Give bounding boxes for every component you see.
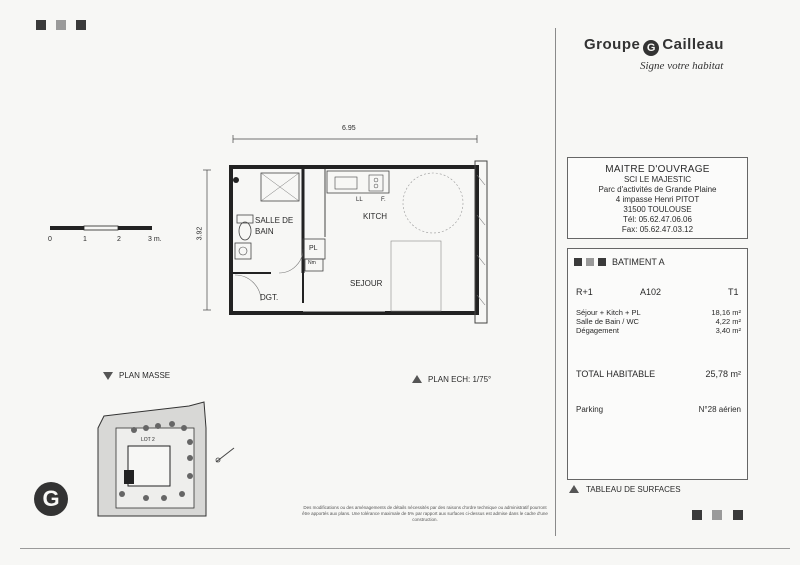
room-kitchen-label: KITCH — [363, 212, 387, 221]
brand-name: Groupe G Cailleau — [584, 36, 724, 54]
parking-label: Parking — [576, 405, 604, 414]
dimension-width: 6.95 — [342, 125, 356, 132]
tableau-label: TABLEAU DE SURFACES — [586, 485, 681, 494]
room-f-label: F. — [381, 197, 386, 203]
header-square-1 — [36, 20, 46, 30]
room-living-label: SEJOUR — [350, 279, 383, 288]
building-label: BATIMENT A — [612, 257, 665, 267]
footer-square-3 — [733, 510, 743, 520]
dimension-height: 3.92 — [196, 226, 204, 241]
total-label: TOTAL HABITABLE — [576, 369, 656, 379]
surface-item-label: Séjour + Kitch + PL — [576, 308, 641, 317]
room-hall-label: DGT. — [260, 293, 279, 302]
divider-horizontal — [20, 548, 790, 549]
footer-square-2 — [712, 510, 722, 520]
owner-box — [567, 157, 748, 239]
room-pl-label: PL — [309, 245, 318, 252]
room-ll-label: LL — [356, 197, 363, 203]
building-square-3 — [598, 258, 606, 266]
site-lot-label: LOT 2 — [141, 437, 155, 443]
surface-item-value: 4,22 m² — [715, 317, 741, 326]
tableau-triangle-icon — [569, 485, 579, 493]
owner-line: Parc d'activités de Grande Plaine — [598, 185, 717, 194]
surface-item-label: Salle de Bain / WC — [576, 317, 639, 326]
owner-line: 4 impasse Henri PITOT — [615, 195, 700, 204]
brand-logo-icon: G — [643, 40, 659, 56]
brand-tagline: Signe votre habitat — [640, 60, 724, 72]
scale-tick-3: 3 m. — [148, 236, 162, 243]
owner-title: MAITRE D'OUVRAGE — [605, 164, 710, 175]
footer-square-1 — [692, 510, 702, 520]
owner-line: 31500 TOULOUSE — [623, 205, 692, 214]
scale-tick-2: 2 — [117, 236, 121, 243]
scale-tick-1: 1 — [83, 236, 87, 243]
room-bath-label: SALLE DE BAIN — [255, 216, 294, 236]
floor-value: R+1 — [576, 287, 593, 297]
owner-line: SCI LE MAJESTIC — [623, 175, 692, 184]
room-small-label: Nm — [308, 260, 316, 266]
surfaces-box — [567, 248, 748, 480]
header-square-2 — [56, 20, 66, 30]
type-value: T1 — [728, 287, 739, 297]
lot-value: A102 — [640, 287, 662, 297]
scale-bar — [48, 224, 158, 236]
plan-ech-triangle-icon — [412, 375, 422, 383]
floor-plan — [195, 125, 495, 330]
legal-notes: Des modifications ou des aménagements de détails nécessités par des raisons d'ordre technique ou administratif pourront être apportés aux plans. Une tolérance maximale de 5% par rapport aux surfaces ci-dessus est admise dans le cadre d'une construction. — [302, 505, 548, 522]
total-value: 25,78 m² — [705, 369, 741, 379]
divider-vertical — [555, 28, 556, 536]
header-square-3 — [76, 20, 86, 30]
company-logo-icon: G — [34, 482, 68, 516]
building-square-1 — [574, 258, 582, 266]
plan-masse-label: PLAN MASSE — [119, 371, 171, 380]
site-plan — [94, 398, 244, 520]
building-square-2 — [586, 258, 594, 266]
surface-item-value: 3,40 m² — [715, 326, 741, 335]
surface-item-label: Dégagement — [576, 326, 619, 335]
plan-ech-label: PLAN ECH: 1/75° — [428, 375, 492, 384]
owner-line: Tél: 05.62.47.06.06 — [623, 215, 692, 224]
parking-value: N°28 aérien — [698, 405, 741, 414]
owner-line: Fax: 05.62.47.03.12 — [621, 225, 694, 234]
scale-tick-0: 0 — [48, 236, 52, 243]
surface-item-value: 18,16 m² — [711, 308, 741, 317]
plan-masse-triangle-icon — [103, 372, 113, 380]
